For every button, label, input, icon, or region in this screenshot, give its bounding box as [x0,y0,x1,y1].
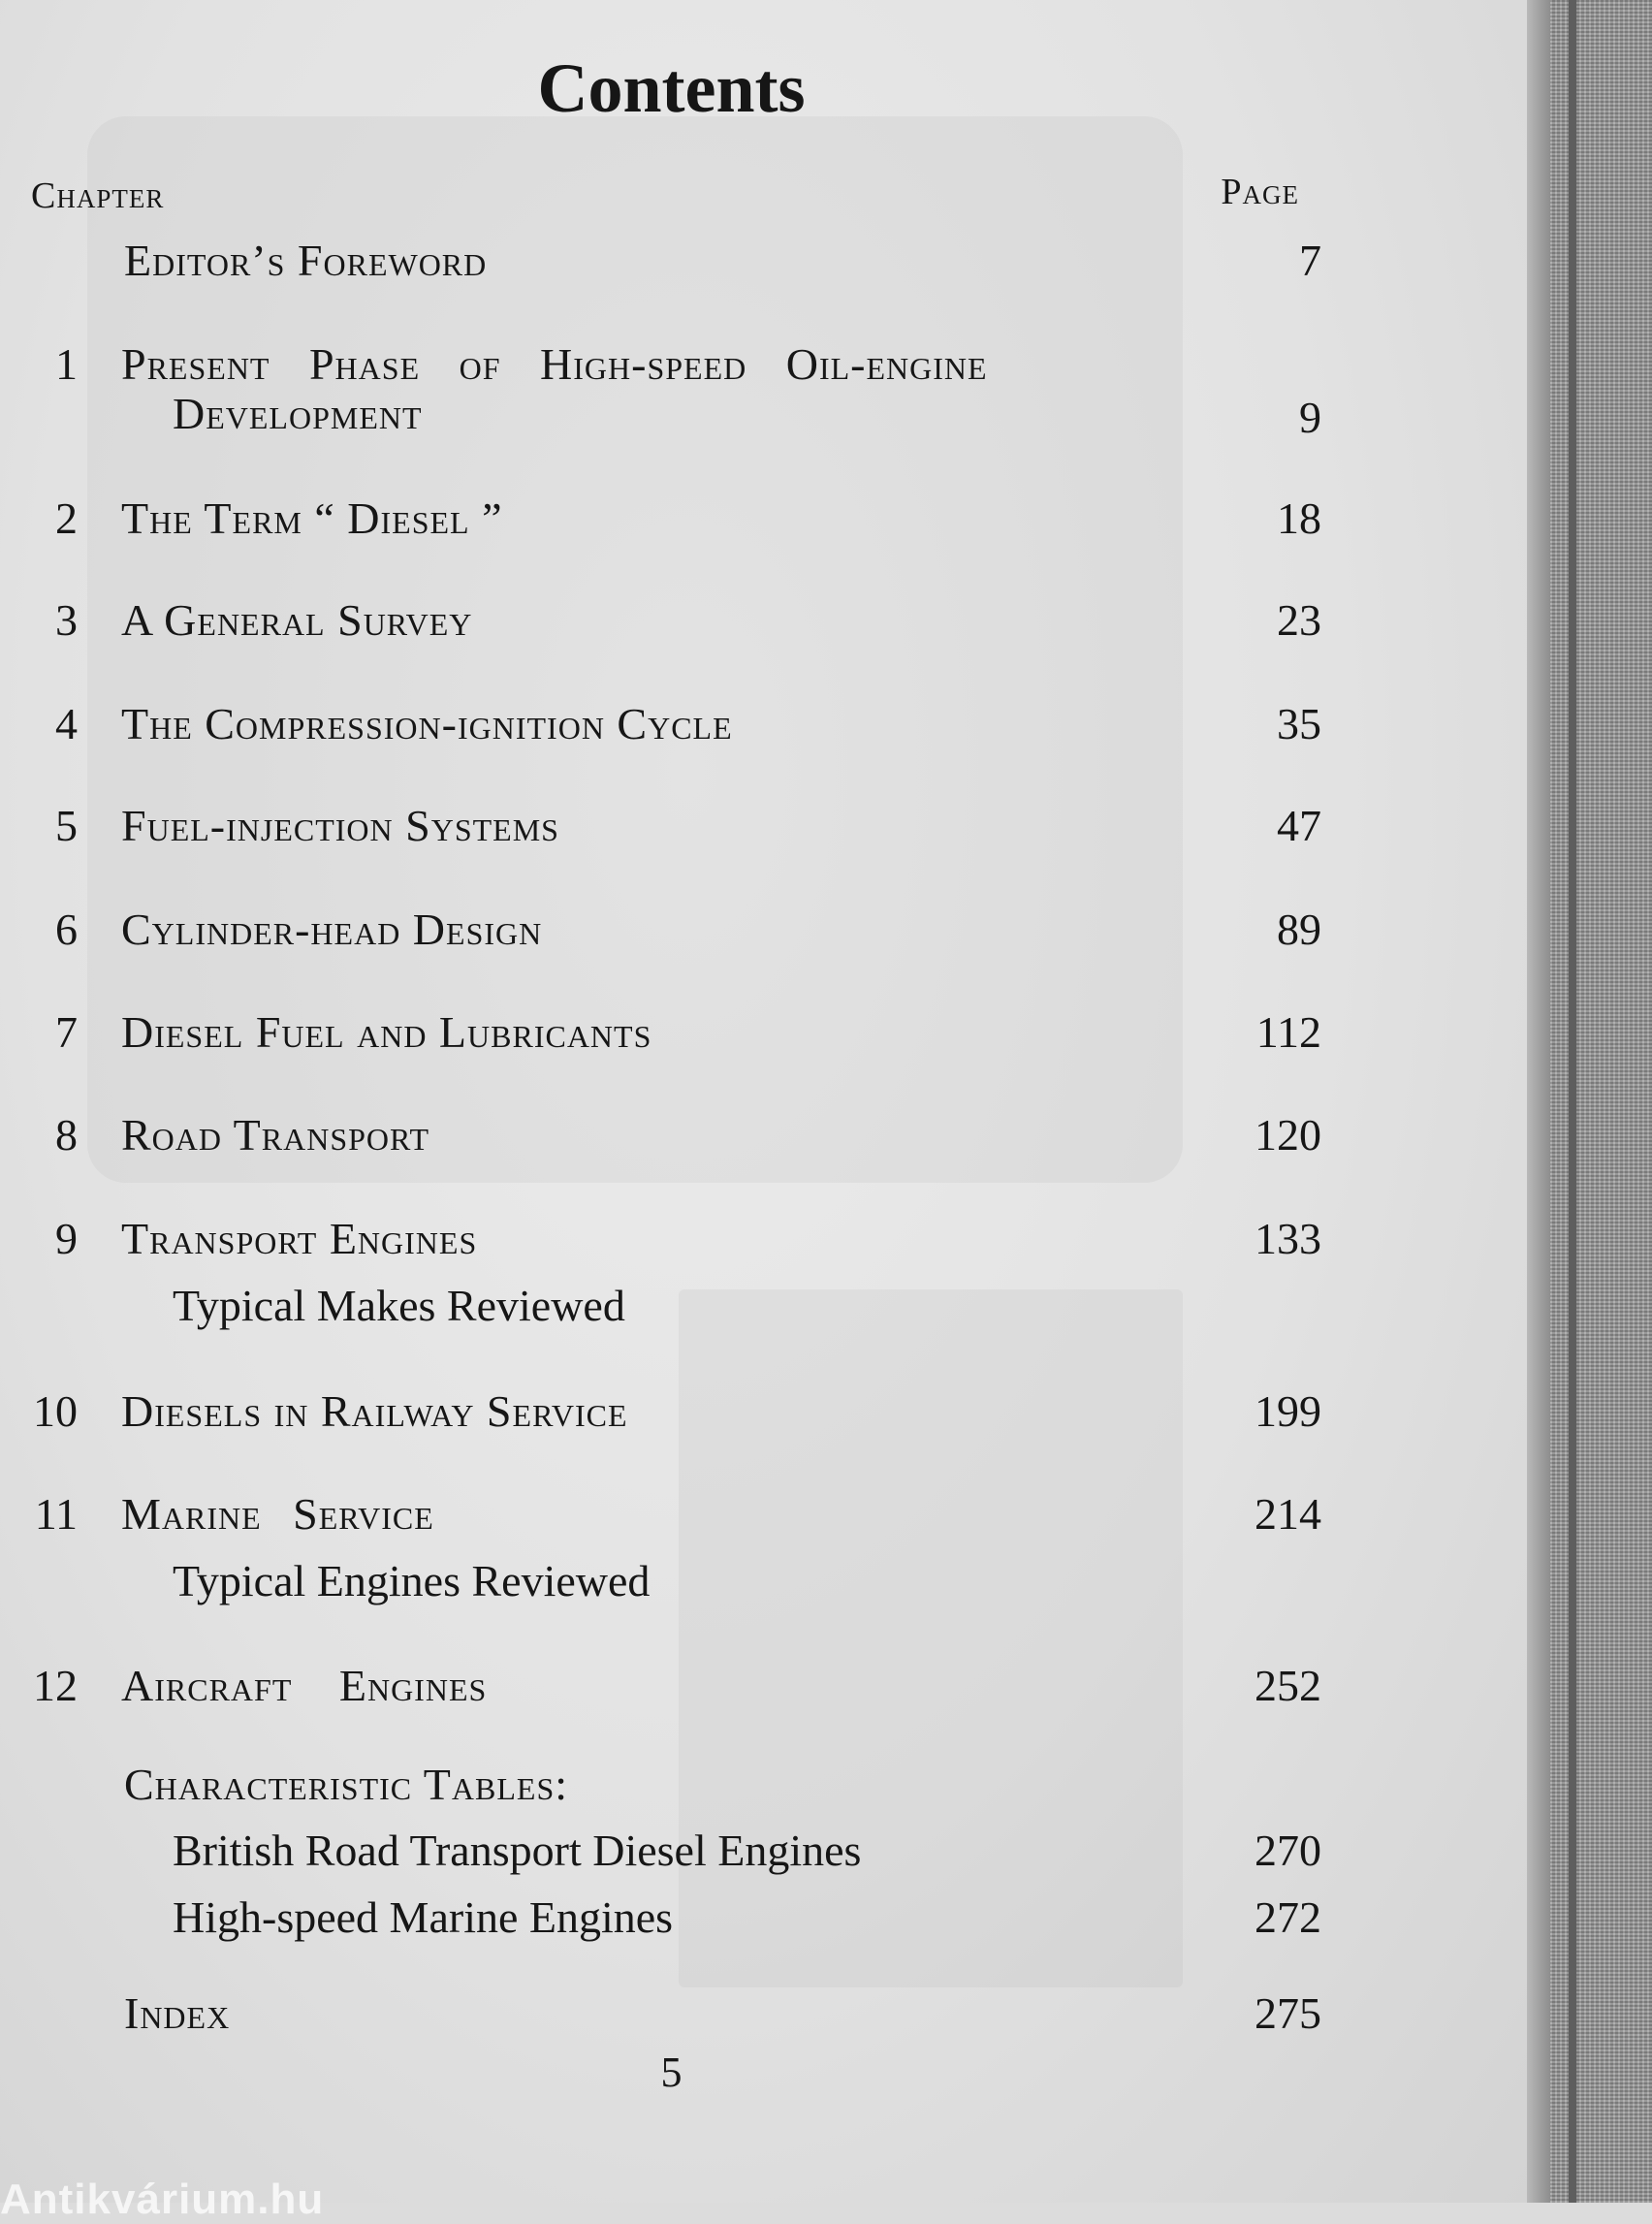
page-number: 5 [660,2049,683,2096]
entry-number: 8 [55,1110,78,1160]
entry-page: 35 [1277,699,1321,748]
tables-heading: Characteristic Tables: [124,1760,569,1809]
entry-title: Road Transport [121,1110,430,1160]
entry-page: 9 [1299,393,1321,442]
table-page: 270 [1255,1826,1321,1875]
page-title: Contents [537,49,806,127]
entry-title: Present Phase of High-speed Oil-engine [121,339,988,389]
entry-title: A General Survey [121,595,473,645]
entry-number: 11 [34,1489,78,1539]
entry-number: 3 [55,595,78,645]
entry-subtitle: Typical Engines Reviewed [173,1556,651,1605]
entry-number: 10 [33,1386,78,1436]
index-title: Index [124,1988,231,2038]
entry-number: 5 [55,801,78,850]
entry-page: 112 [1255,1007,1321,1057]
entry-page: 214 [1255,1489,1321,1539]
entry-title-continued: Development [173,389,423,438]
entry-number: 4 [55,699,78,748]
bleed-through-graph [679,1289,1183,1987]
entry-title: Diesels in Railway Service [121,1386,628,1436]
entry-number: 1 [55,339,78,389]
table-page: 272 [1255,1892,1321,1942]
entry-title: Fuel-injection Systems [121,801,559,850]
entry-page: 7 [1299,236,1321,285]
entry-title: Editor’s Foreword [124,236,488,285]
entry-title: Transport Engines [121,1214,478,1263]
entry-title: Aircraft Engines [121,1661,488,1710]
entry-title: Marine Service [121,1489,434,1539]
entry-title: The Term “ Diesel ” [121,493,503,543]
table-title: British Road Transport Diesel Engines [173,1826,862,1875]
book-cover-cloth [1550,0,1652,2203]
page-column-header: Page [1221,172,1299,212]
entry-title: Cylinder-head Design [121,905,543,954]
entry-number: 2 [55,493,78,543]
entry-title: Diesel Fuel and Lubricants [121,1007,652,1057]
entry-page: 47 [1277,801,1321,850]
entry-number: 7 [55,1007,78,1057]
entry-page: 120 [1255,1110,1321,1160]
watermark: Antikvárium.hu [0,2176,325,2223]
entry-number: 6 [55,905,78,954]
entry-number: 12 [33,1661,78,1710]
entry-subtitle: Typical Makes Reviewed [173,1281,625,1330]
entry-page: 23 [1277,595,1321,645]
entry-page: 89 [1277,905,1321,954]
entry-page: 199 [1255,1386,1321,1436]
entry-number: 9 [55,1214,78,1263]
chapter-column-header: Chapter [31,175,165,216]
cover-edge [1569,0,1576,2203]
entry-page: 18 [1277,493,1321,543]
index-page: 275 [1255,1988,1321,2038]
page-gutter [1527,0,1550,2203]
entry-title: The Compression-ignition Cycle [121,699,733,748]
table-title: High-speed Marine Engines [173,1892,674,1942]
entry-page: 133 [1255,1214,1321,1263]
entry-page: 252 [1255,1661,1321,1710]
